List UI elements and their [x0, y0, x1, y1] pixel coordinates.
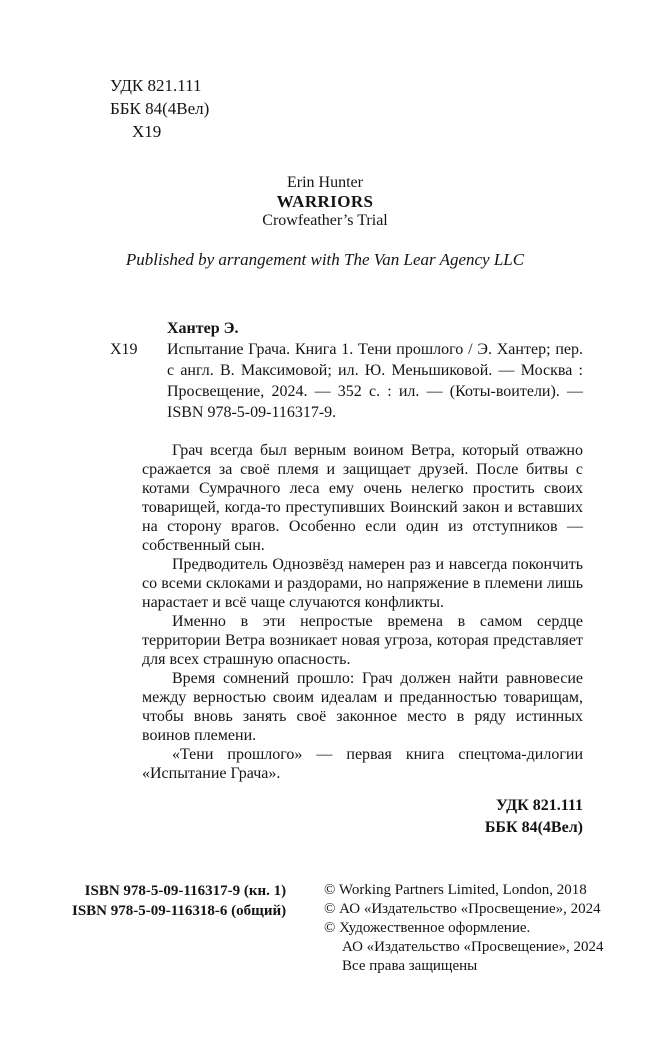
copyright-line: Все права защищены: [342, 958, 478, 974]
annotation-paragraph: «Тени прошлого» — первая книга спецтома-дилогии «Испытание Грача».: [142, 746, 583, 782]
arrangement-notice: Published by arrangement with The Van Lear Agency LLC: [125, 250, 525, 269]
isbn-line: ISBN 978-5-09-116317-9 (кн. 1): [84, 883, 287, 899]
author-sign-top: Х19: [132, 122, 162, 141]
copyright-line: © Working Partners Limited, London, 2018: [324, 882, 587, 898]
udk-code-bottom: УДК 821.111: [496, 797, 583, 814]
bbk-code-bottom: ББК 84(4Вел): [484, 819, 583, 836]
original-book-title: Crowfeather’s Trial: [262, 212, 388, 229]
catalog-card: [110, 318, 583, 423]
catalog-record: Испытание Грача. Книга 1. Тени прошлого / Э. Хантер; пер. с англ. В. Максимовой; ил. Ю. Меньшиковой. — Москва : Просвещение, 2024. — 352 с. : ил. — (Коты-воители). — ISBN 978-5-09-116317-9.: [167, 341, 583, 421]
bbk-code-top: ББК 84(4Вел): [110, 99, 210, 118]
isbn-line: ISBN 978-5-09-116318-6 (общий): [72, 903, 287, 919]
catalog-record-row: [110, 339, 583, 423]
copyright-line: © Художественное оформление.: [324, 920, 531, 936]
annotation-paragraph: Предводитель Однозвёзд намерен раз и навсегда покончить со всеми склоками и раздорами, но напряжение в племени лишь нарастает и всё чаще случаются конфликты.: [142, 556, 583, 611]
original-author: Erin Hunter: [287, 174, 363, 191]
annotation-paragraph: Время сомнений прошло: Грач должен найти равновесие между верностью своим идеалам и преданностью товарищам, чтобы вновь занять своё законное место в ряду истинных воинов племени.: [142, 670, 583, 744]
imprint-block: [72, 881, 606, 976]
annotation-paragraph: Именно в эти непростые времена в самом сердце территории Ветра возникает новая угроза, которая представляет для всех страшную опасность.: [142, 613, 583, 668]
catalog-author: Хантер Э.: [167, 320, 239, 337]
original-series-title: WARRIORS: [276, 192, 374, 211]
annotation-block: [142, 441, 583, 783]
isbn-column: [72, 881, 286, 976]
original-title-block: [0, 173, 650, 230]
annotation-paragraph: Грач всегда был верным воином Ветра, который отважно сражается за своё племя и защищает друзей. После битвы с котами Сумрачного леса ему очень нелегко простить своих товарищей, когда-то преступивших Воинский закон и вставших на сторону врагов. Особенно если один из отступников — собственный сын.: [142, 442, 583, 554]
copyright-line: АО «Издательство «Просвещение», 2024: [342, 939, 604, 955]
author-sign: Х19: [110, 341, 138, 358]
bottom-codes-block: [0, 795, 583, 839]
top-codes-block: [110, 0, 650, 143]
copyright-column: [324, 881, 606, 976]
copyright-line: © АО «Издательство «Просвещение», 2024: [324, 901, 601, 917]
udk-code-top: УДК 821.111: [110, 76, 202, 95]
